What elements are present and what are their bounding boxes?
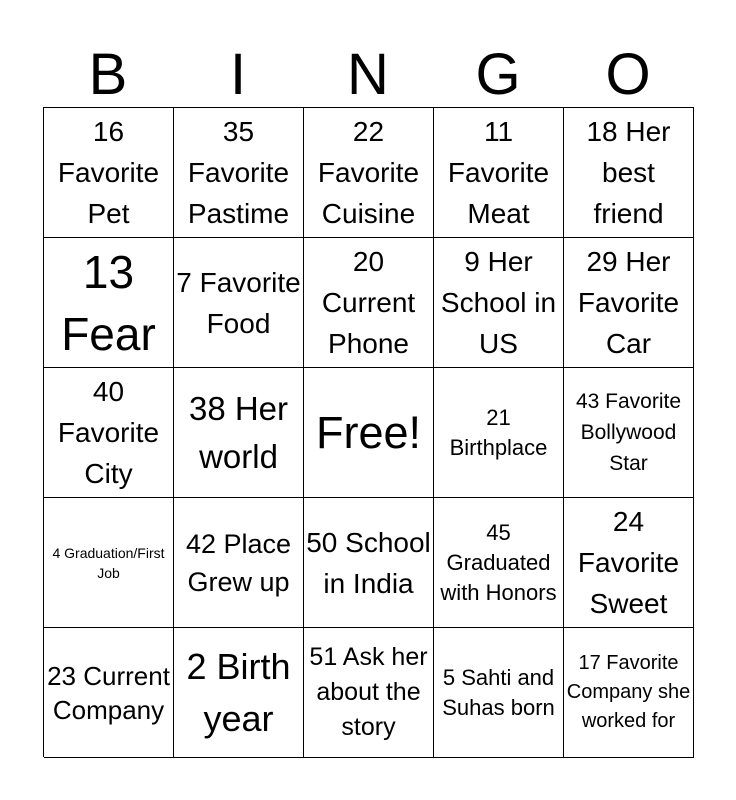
bingo-cell[interactable] — [434, 628, 564, 758]
bingo-cell[interactable] — [564, 108, 694, 238]
bingo-cell[interactable] — [434, 238, 564, 368]
bingo-cell[interactable] — [304, 628, 434, 758]
header-letter-n: N — [347, 42, 389, 107]
cell-text: 13 Fear — [61, 245, 156, 360]
cell-text: 17 Favorite Company she worked for — [566, 652, 691, 732]
cell-text: 2 Birth year — [186, 645, 291, 739]
cell-text: 50 School in India — [306, 526, 431, 599]
bingo-cell[interactable] — [304, 238, 434, 368]
cell-text: 11 Favorite Meat — [447, 116, 550, 229]
bingo-cell[interactable] — [564, 238, 694, 368]
bingo-cell[interactable] — [174, 628, 304, 758]
cell-text: 5 Sahti and Suhas born — [442, 664, 555, 720]
header-letter-i: I — [229, 42, 247, 107]
bingo-cell[interactable] — [434, 368, 564, 498]
cell-text: 35 Favorite Pastime — [187, 116, 290, 229]
bingo-cell[interactable] — [564, 368, 694, 498]
cell-text: 24 Favorite Sweet — [577, 506, 680, 619]
bingo-cell[interactable] — [174, 498, 304, 628]
header-letter-g: G — [475, 42, 521, 107]
bingo-cell[interactable] — [44, 238, 174, 368]
bingo-cell[interactable] — [44, 628, 174, 758]
header-letter-o: O — [605, 42, 651, 107]
bingo-cell[interactable] — [174, 108, 304, 238]
bingo-cell[interactable] — [44, 368, 174, 498]
cell-text: 29 Her Favorite Car — [577, 246, 680, 359]
header-letter-b: B — [88, 42, 128, 107]
bingo-cell[interactable] — [564, 498, 694, 628]
cell-text: 18 Her best friend — [586, 116, 671, 229]
bingo-board — [43, 107, 694, 757]
cell-text: 16 Favorite Pet — [57, 116, 160, 229]
cell-text: 45 Graduated with Honors — [440, 519, 557, 605]
bingo-cell[interactable] — [564, 628, 694, 758]
cell-text: 9 Her School in US — [440, 246, 557, 359]
bingo-cell[interactable] — [44, 108, 174, 238]
cell-text: 38 Her world — [188, 389, 289, 475]
bingo-cell[interactable] — [304, 108, 434, 238]
bingo-cell[interactable] — [174, 238, 304, 368]
cell-text: 51 Ask her about the story — [309, 643, 428, 741]
cell-text: 42 Place Grew up — [185, 528, 292, 597]
bingo-cell[interactable] — [304, 498, 434, 628]
free-space-cell[interactable] — [304, 368, 434, 498]
cell-text: 20 Current Phone — [321, 246, 416, 359]
bingo-cell[interactable] — [44, 498, 174, 628]
cell-text: 4 Graduation/First Job — [52, 544, 165, 581]
cell-text: 40 Favorite City — [57, 376, 160, 489]
bingo-header — [43, 44, 693, 106]
cell-text: 22 Favorite Cuisine — [317, 116, 420, 229]
bingo-cell[interactable] — [174, 368, 304, 498]
bingo-cell[interactable] — [434, 108, 564, 238]
cell-text: 21 Birthplace — [449, 404, 548, 460]
cell-text: 23 Current Company — [47, 660, 170, 725]
bingo-cell[interactable] — [434, 498, 564, 628]
free-space-text: Free! — [315, 406, 422, 458]
cell-text: 43 Favorite Bollywood Star — [575, 390, 682, 475]
cell-text: 7 Favorite Food — [176, 266, 301, 339]
